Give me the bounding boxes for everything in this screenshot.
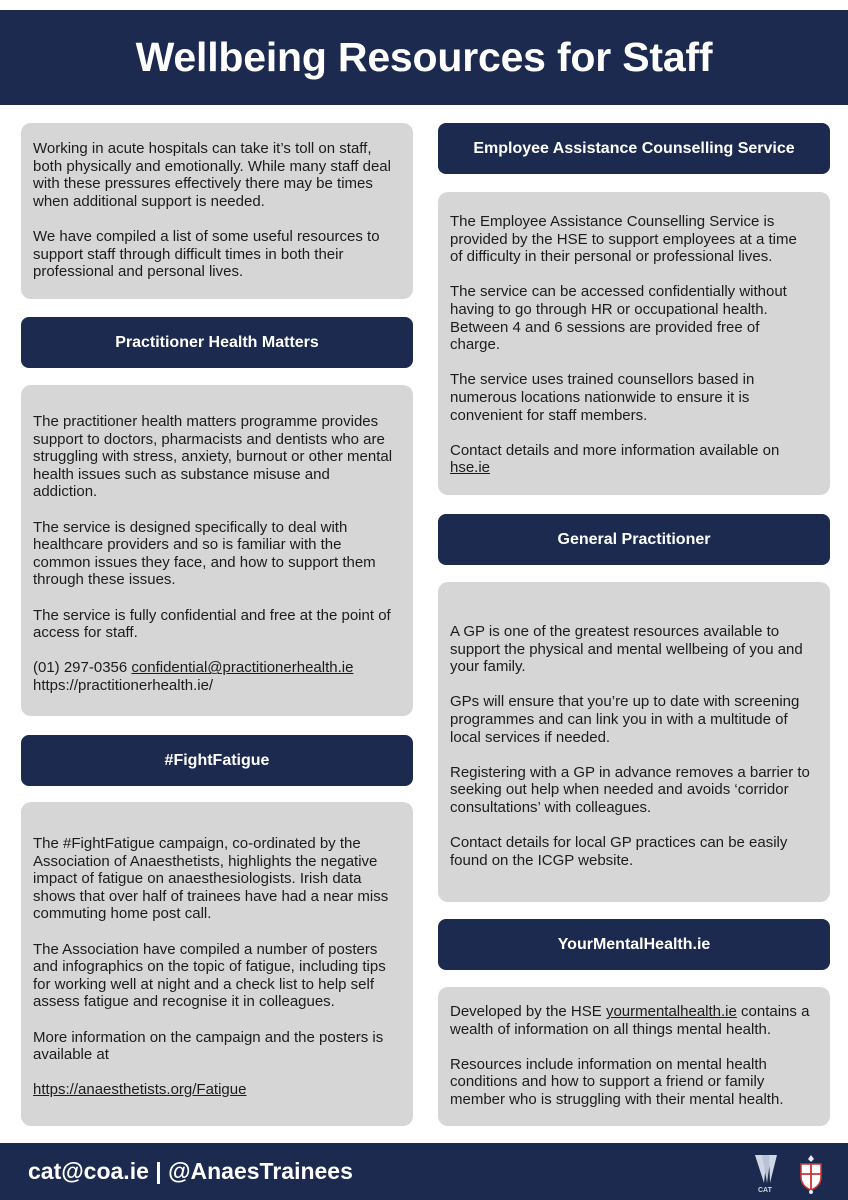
fatigue-paragraph-3: More information on the campaign and the posters is available at (33, 1028, 384, 1064)
ymh-heading (438, 919, 830, 970)
eacs-paragraph-4 (450, 442, 810, 477)
phm-paragraph-2: The service is designed specifically to deal with healthcare providers and so is familiar with the common issues they face, and how to support them through these issues. (33, 518, 376, 589)
eacs-paragraph-3: The service uses trained counsellors based in numerous locations nationwide to ensure it is convenient for staff members. (450, 371, 755, 424)
fatigue-paragraph-1: The #FightFatigue campaign, co-ordinated by the Association of Anaesthetists, highlights the negative impact of fatigue on anaesthesiologists. Irish data shows that over half of trainees have had a near miss commuting home post call. (33, 835, 389, 923)
phm-paragraph-3: The service is fully confidential and free at the point of access for staff. (33, 606, 391, 642)
intro-panel (21, 123, 413, 299)
fatigue-panel (21, 802, 413, 1126)
college-crest-icon (796, 1153, 826, 1195)
ymh-paragraph-1 (450, 1003, 810, 1038)
page-footer (0, 1143, 848, 1200)
gp-paragraph-3: Registering with a GP in advance removes a barrier to seeking out help when needed and avoids ‘corridor consultations’ with colleagues. (450, 763, 810, 816)
phm-panel (21, 385, 413, 716)
eacs-paragraph-2: The service can be accessed confidentially without having to go through HR or occupational health. Between 4 and 6 sessions are provided free of charge. (450, 283, 787, 354)
fatigue-heading-text: #FightFatigue (164, 751, 270, 769)
cat-logo-icon (752, 1149, 782, 1195)
eacs-heading (438, 123, 830, 174)
ymh-paragraph-2: Resources include information on mental health conditions and how to support a friend or family member who is struggling with their mental health. (450, 1055, 784, 1108)
gp-panel (438, 582, 830, 902)
phm-paragraph-1: The practitioner health matters programme provides support to doctors, pharmacists and dentists who are struggling with stress, anxiety, burnout or other mental health issues such as substance misuse and addiction. (33, 413, 393, 501)
gp-paragraph-4: Contact details for local GP practices can be easily found on the ICGP website. (450, 834, 788, 869)
eacs-paragraph-1: The Employee Assistance Counselling Service is provided by the HSE to support employees at a time of difficulty in their personal or professional lives. (450, 213, 797, 266)
ymh-panel (438, 987, 830, 1126)
ymh-text-pre: Developed by the HSE (450, 1003, 602, 1020)
phm-contact (33, 659, 393, 694)
footer-contact: cat@coa.ie | @AnaesTrainees (28, 1158, 353, 1184)
phm-url[interactable]: https://practitionerhealth.ie/ (33, 676, 214, 694)
yourmentalhealth-link[interactable]: yourmentalhealth.ie (605, 1003, 737, 1020)
fatigue-heading (21, 735, 413, 786)
hse-link[interactable]: hse.ie (450, 459, 491, 477)
left-column (21, 123, 413, 1126)
eacs-contact-text: Contact details and more information available on (450, 441, 780, 459)
fatigue-link[interactable]: https://anaesthetists.org/Fatigue (33, 1081, 247, 1099)
gp-heading (438, 514, 830, 565)
gp-paragraph-1: A GP is one of the greatest resources available to support the physical and mental wellbeing of you and your family. (450, 623, 803, 676)
page-title: Wellbeing Resources for Staff (135, 34, 713, 80)
intro-paragraph-1: Working in acute hospitals can take it’s toll on staff, both physically and emotionally. While many staff deal with these pressures effectively there may be times when additional support is needed. (33, 140, 391, 210)
intro-paragraph-2: We have compiled a list of some useful resources to support staff through difficult times in both their professional and personal lives. (33, 227, 380, 281)
page-header (0, 10, 848, 105)
footer-logos (752, 1149, 826, 1195)
ymh-heading-text: YourMentalHealth.ie (557, 935, 711, 953)
phm-email-link[interactable]: confidential@practitionerhealth.ie (131, 659, 354, 677)
phm-heading (21, 317, 413, 368)
eacs-panel (438, 192, 830, 495)
gp-heading-text: General Practitioner (557, 530, 711, 548)
fatigue-paragraph-2: The Association have compiled a number of posters and infographics on the topic of fatigue, including tips for working well at night and a check list to help self assess fatigue and recognise it in colleagues. (33, 940, 386, 1011)
phm-phone: (01) 297-0356 (33, 659, 128, 677)
ymh-text-post: contains a wealth of information on all things mental health. (450, 1003, 810, 1038)
phm-heading-text: Practitioner Health Matters (115, 333, 319, 351)
gp-paragraph-2: GPs will ensure that you’re up to date with screening programmes and can link you in with a multitude of local services if needed. (450, 693, 800, 746)
eacs-heading-text: Employee Assistance Counselling Service (473, 139, 795, 157)
right-column (438, 123, 830, 1126)
cat-logo-text: CAT (758, 1187, 772, 1194)
